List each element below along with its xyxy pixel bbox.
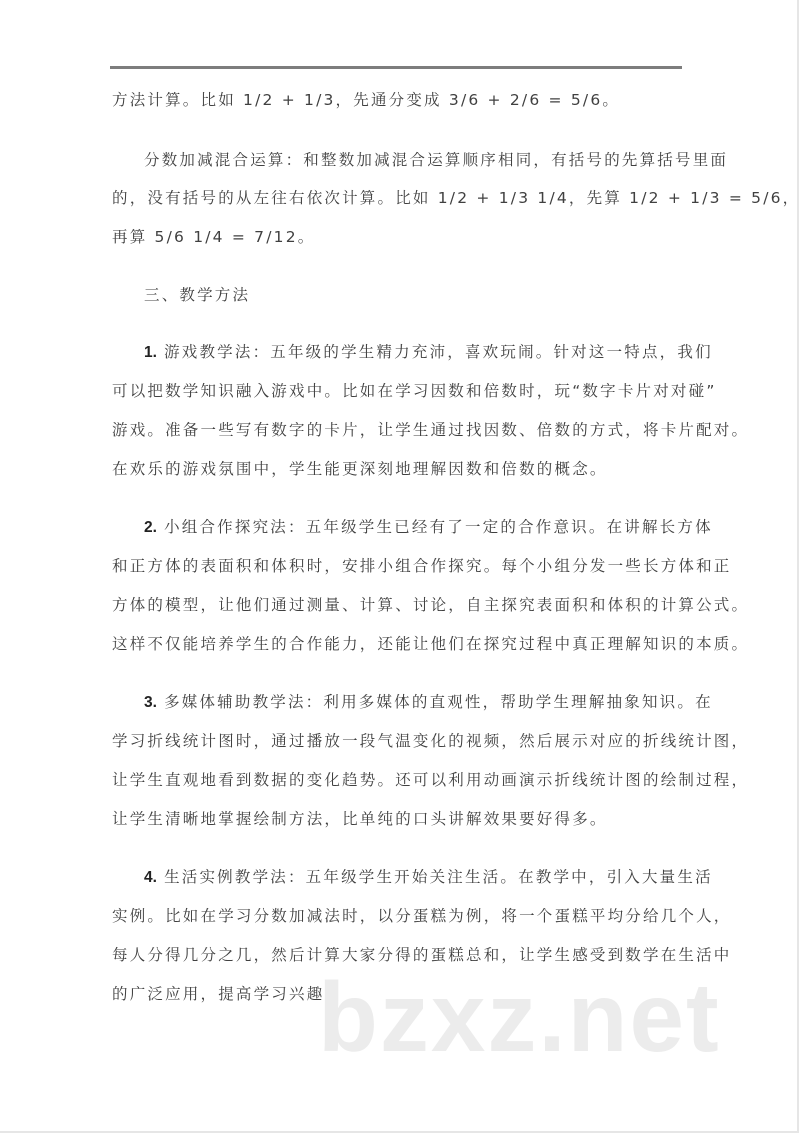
method-3-first-line — [144, 692, 713, 713]
paragraph-line: 游戏。准备一些写有数字的卡片，让学生通过找因数、倍数的方式，将卡片配对。 — [112, 421, 750, 439]
paragraph-line: 的，没有括号的从左往右依次计算。比如 1/2 + 1/3 1/4，先算 1/2 + 1/3 = 5/6， — [112, 189, 800, 207]
paragraph-line: 在欢乐的游戏氛围中，学生能更深刻地理解因数和倍数的概念。 — [112, 460, 608, 478]
paragraph-text: 游戏教学法：五年级的学生精力充沛，喜欢玩闹。针对这一特点，我们 — [164, 343, 713, 361]
paragraph-line: 和正方体的表面积和体积时，安排小组合作探究。每个小组分发一些长方体和正 — [112, 557, 732, 575]
section-heading: 三、教学方法 — [144, 286, 251, 304]
method-2-first-line — [144, 517, 713, 538]
method-1-first-line — [144, 342, 713, 363]
paragraph-line: 方体的模型，让他们通过测量、计算、讨论，自主探究表面积和体积的计算公式。 — [112, 596, 750, 614]
method-number: 1. — [144, 344, 157, 361]
paragraph-line: 可以把数学知识融入游戏中。比如在学习因数和倍数时，玩“数字卡片对对碰” — [112, 382, 717, 400]
paragraph-line: 让学生直观地看到数据的变化趋势。还可以利用动画演示折线统计图的绘制过程， — [112, 771, 750, 789]
paragraph-line: 每人分得几分之几，然后计算大家分得的蛋糕总和，让学生感受到数学在生活中 — [112, 946, 732, 964]
paragraph-line: 让学生清晰地掌握绘制方法，比单纯的口头讲解效果要好得多。 — [112, 810, 608, 828]
method-4-first-line — [144, 867, 713, 888]
method-number: 2. — [144, 519, 157, 536]
method-number: 4. — [144, 869, 157, 886]
paragraph-text: 多媒体辅助教学法：利用多媒体的直观性，帮助学生理解抽象知识。在 — [164, 693, 713, 711]
paragraph-line: 的广泛应用，提高学习兴趣。 — [112, 985, 343, 1003]
paragraph-text: 生活实例教学法：五年级学生开始关注生活。在教学中，引入大量生活 — [164, 868, 713, 886]
paragraph-line: 再算 5/6 1/4 = 7/12。 — [112, 228, 316, 246]
paragraph-line: 方法计算。比如 1/2 + 1/3，先通分变成 3/6 + 2/6 = 5/6。 — [112, 91, 621, 109]
paragraph-text: 小组合作探究法：五年级学生已经有了一定的合作意识。在讲解长方体 — [164, 518, 713, 536]
paragraph-line: 实例。比如在学习分数加减法时，以分蛋糕为例，将一个蛋糕平均分给几个人， — [112, 907, 732, 925]
paragraph-line: 这样不仅能培养学生的合作能力，还能让他们在探究过程中真正理解知识的本质。 — [112, 635, 750, 653]
header-rule — [110, 66, 682, 69]
watermark: bzxz.net — [318, 962, 721, 1072]
method-number: 3. — [144, 694, 157, 711]
paragraph-line: 学习折线统计图时，通过播放一段气温变化的视频，然后展示对应的折线统计图， — [112, 732, 750, 750]
paragraph-line: 分数加减混合运算：和整数加减混合运算顺序相同，有括号的先算括号里面 — [144, 151, 729, 169]
